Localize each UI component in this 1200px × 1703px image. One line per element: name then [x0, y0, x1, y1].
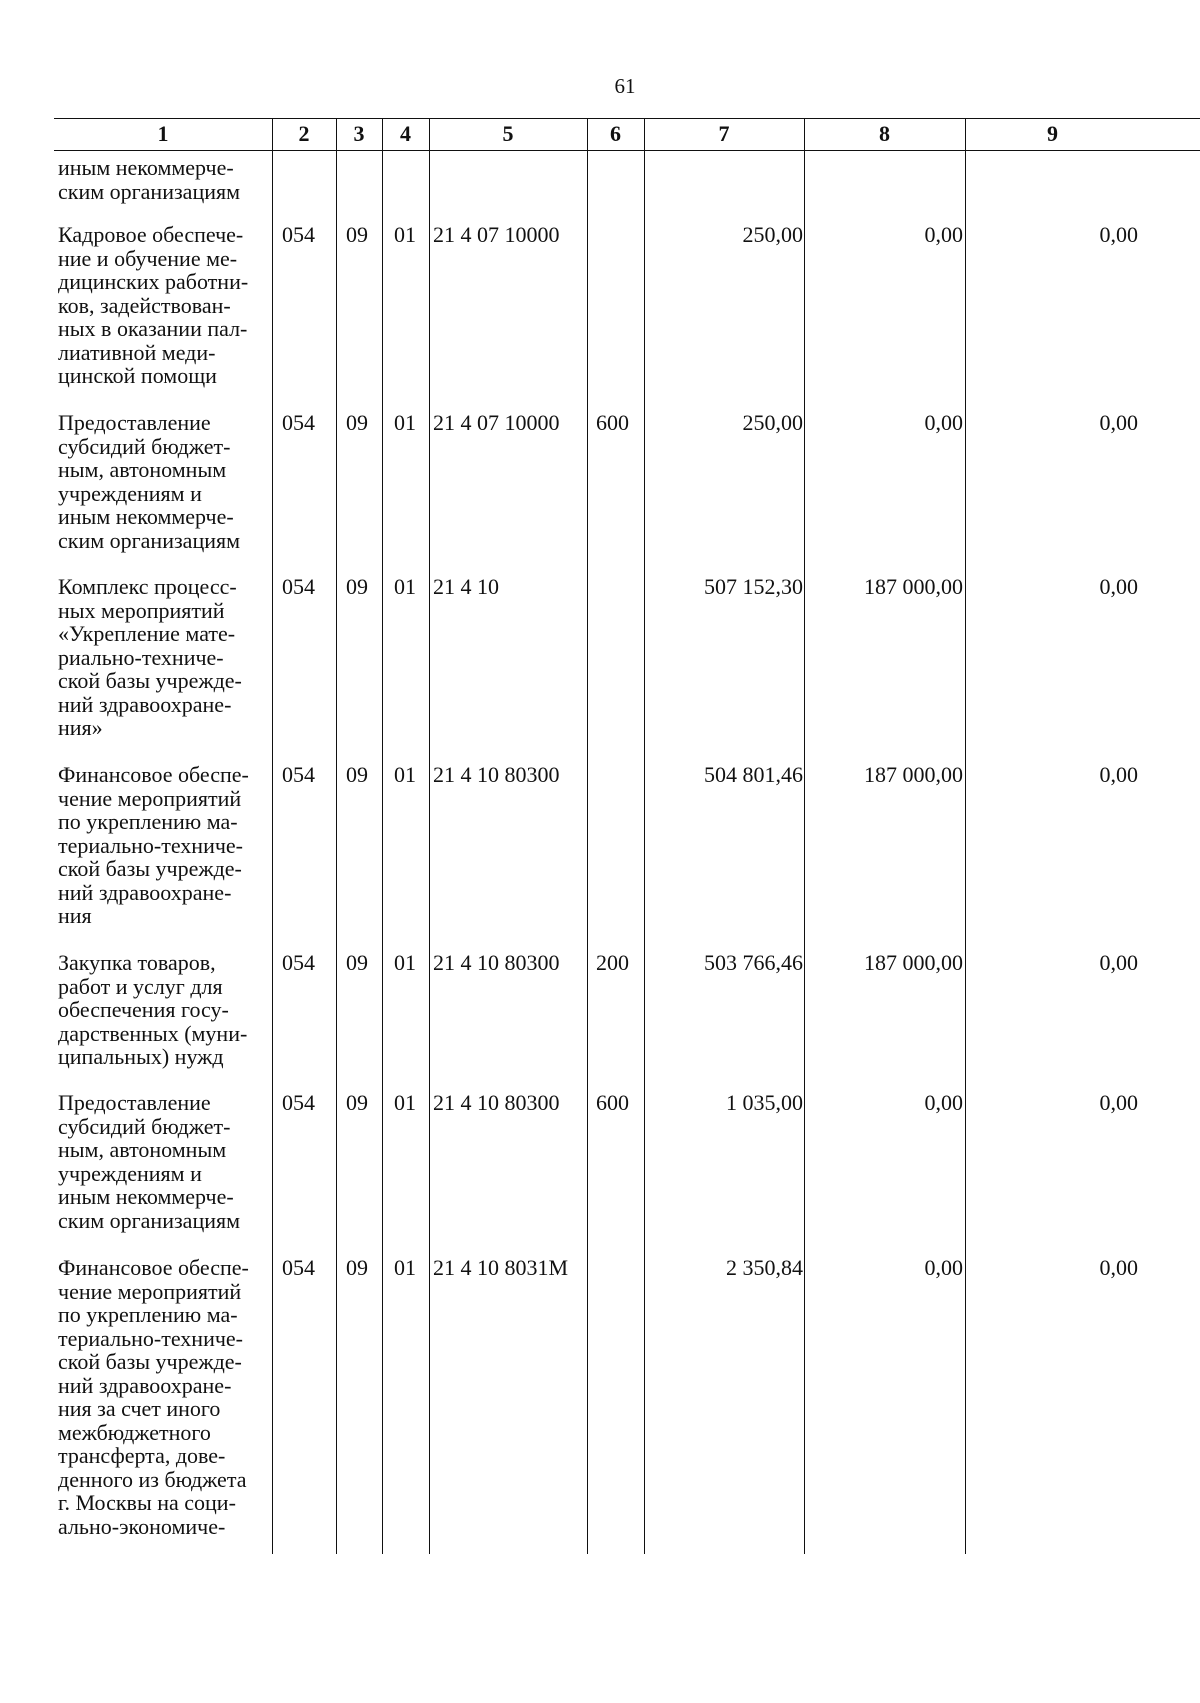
code-section: 09	[346, 1255, 368, 1280]
column-divider	[965, 118, 966, 1554]
code-ved: 054	[282, 762, 315, 787]
column-divider	[272, 118, 273, 1554]
code-subsection: 01	[394, 410, 416, 435]
amount-col7: 507 152,30	[704, 574, 803, 599]
column-header: 5	[502, 121, 514, 146]
page-number: 61	[614, 74, 636, 98]
amount-col7: 503 766,46	[704, 950, 803, 975]
code-ved: 054	[282, 1255, 315, 1280]
code-section: 09	[346, 410, 368, 435]
amount-col9: 0,00	[1099, 222, 1138, 247]
table-top-border	[54, 118, 1200, 119]
code-section: 09	[346, 1090, 368, 1115]
code-ved: 054	[282, 574, 315, 599]
column-header: 3	[353, 121, 365, 146]
amount-col8: 187 000,00	[864, 762, 963, 787]
amount-col7: 1 035,00	[726, 1090, 803, 1115]
column-divider	[587, 118, 588, 1554]
row-description: Финансовое обеспе- чение мероприятий по укреплению ма- териально-техниче- ской базы учрежде- ний здравоохране- ния за счет иного межбюджетного трансферта, дове- денного из бюджета г. Москвы на соци- ально-экономиче-	[58, 1255, 249, 1539]
code-subsection: 01	[394, 1090, 416, 1115]
row-description: Кадровое обеспече- ние и обучение ме- дицинских работни- ков, задействован- ных в оказании пал- лиативной меди- цинской помощи	[58, 222, 249, 388]
row-description: иным некоммерче- ским организациям	[58, 155, 241, 204]
code-target-article: 21 4 10 80300	[433, 950, 560, 975]
column-header: 6	[610, 121, 621, 146]
code-subsection: 01	[394, 574, 416, 599]
amount-col8: 0,00	[924, 1090, 963, 1115]
column-divider	[804, 118, 805, 1554]
amount-col8: 0,00	[924, 1255, 963, 1280]
code-ved: 054	[282, 1090, 315, 1115]
amount-col8: 0,00	[924, 222, 963, 247]
code-target-article: 21 4 10 80300	[433, 1090, 560, 1115]
column-header: 2	[298, 121, 310, 146]
amount-col9: 0,00	[1099, 950, 1138, 975]
code-expense-type: 600	[596, 410, 629, 435]
code-expense-type: 200	[596, 950, 629, 975]
column-header: 4	[400, 121, 411, 146]
column-divider	[429, 118, 430, 1554]
column-divider	[336, 118, 337, 1554]
code-target-article: 21 4 10 80300	[433, 762, 560, 787]
row-description: Закупка товаров, работ и услуг для обеспечения госу- дарственных (муни- ципальных) нужд	[58, 950, 248, 1069]
amount-col7: 250,00	[742, 410, 803, 435]
amount-col8: 0,00	[924, 410, 963, 435]
amount-col8: 187 000,00	[864, 950, 963, 975]
code-subsection: 01	[394, 222, 416, 247]
column-header: 7	[718, 121, 730, 146]
code-section: 09	[346, 950, 368, 975]
row-description: Финансовое обеспе- чение мероприятий по укреплению ма- териально-техниче- ской базы учрежде- ний здравоохране- ния	[58, 762, 249, 928]
code-subsection: 01	[394, 950, 416, 975]
row-description: Предоставление субсидий бюджет- ным, автономным учреждениям и иным некоммерче- ским организациям	[58, 1090, 241, 1233]
column-header: 9	[1047, 121, 1058, 146]
column-divider	[382, 118, 383, 1554]
code-target-article: 21 4 10	[433, 574, 499, 599]
code-target-article: 21 4 10 8031М	[433, 1255, 569, 1280]
amount-col9: 0,00	[1099, 762, 1138, 787]
code-target-article: 21 4 07 10000	[433, 410, 560, 435]
code-section: 09	[346, 762, 368, 787]
code-target-article: 21 4 07 10000	[433, 222, 560, 247]
amount-col7: 2 350,84	[726, 1255, 803, 1280]
amount-col9: 0,00	[1099, 1255, 1138, 1280]
row-description: Комплекс процесс- ных мероприятий «Укрепление мате- риально-техниче- ской базы учрежде- ний здравоохране- ния»	[58, 574, 242, 740]
code-ved: 054	[282, 222, 315, 247]
code-section: 09	[346, 574, 368, 599]
column-header: 1	[157, 121, 169, 146]
column-divider	[644, 118, 645, 1554]
code-expense-type: 600	[596, 1090, 629, 1115]
amount-col9: 0,00	[1099, 1090, 1138, 1115]
code-ved: 054	[282, 410, 315, 435]
amount-col9: 0,00	[1099, 574, 1138, 599]
amount-col9: 0,00	[1099, 410, 1138, 435]
amount-col8: 187 000,00	[864, 574, 963, 599]
row-description: Предоставление субсидий бюджет- ным, автономным учреждениям и иным некоммерче- ским организациям	[58, 410, 241, 553]
code-subsection: 01	[394, 762, 416, 787]
code-section: 09	[346, 222, 368, 247]
amount-col7: 504 801,46	[704, 762, 803, 787]
code-ved: 054	[282, 950, 315, 975]
amount-col7: 250,00	[742, 222, 803, 247]
column-header: 8	[879, 121, 890, 146]
table-header-border	[54, 150, 1200, 151]
code-subsection: 01	[394, 1255, 416, 1280]
